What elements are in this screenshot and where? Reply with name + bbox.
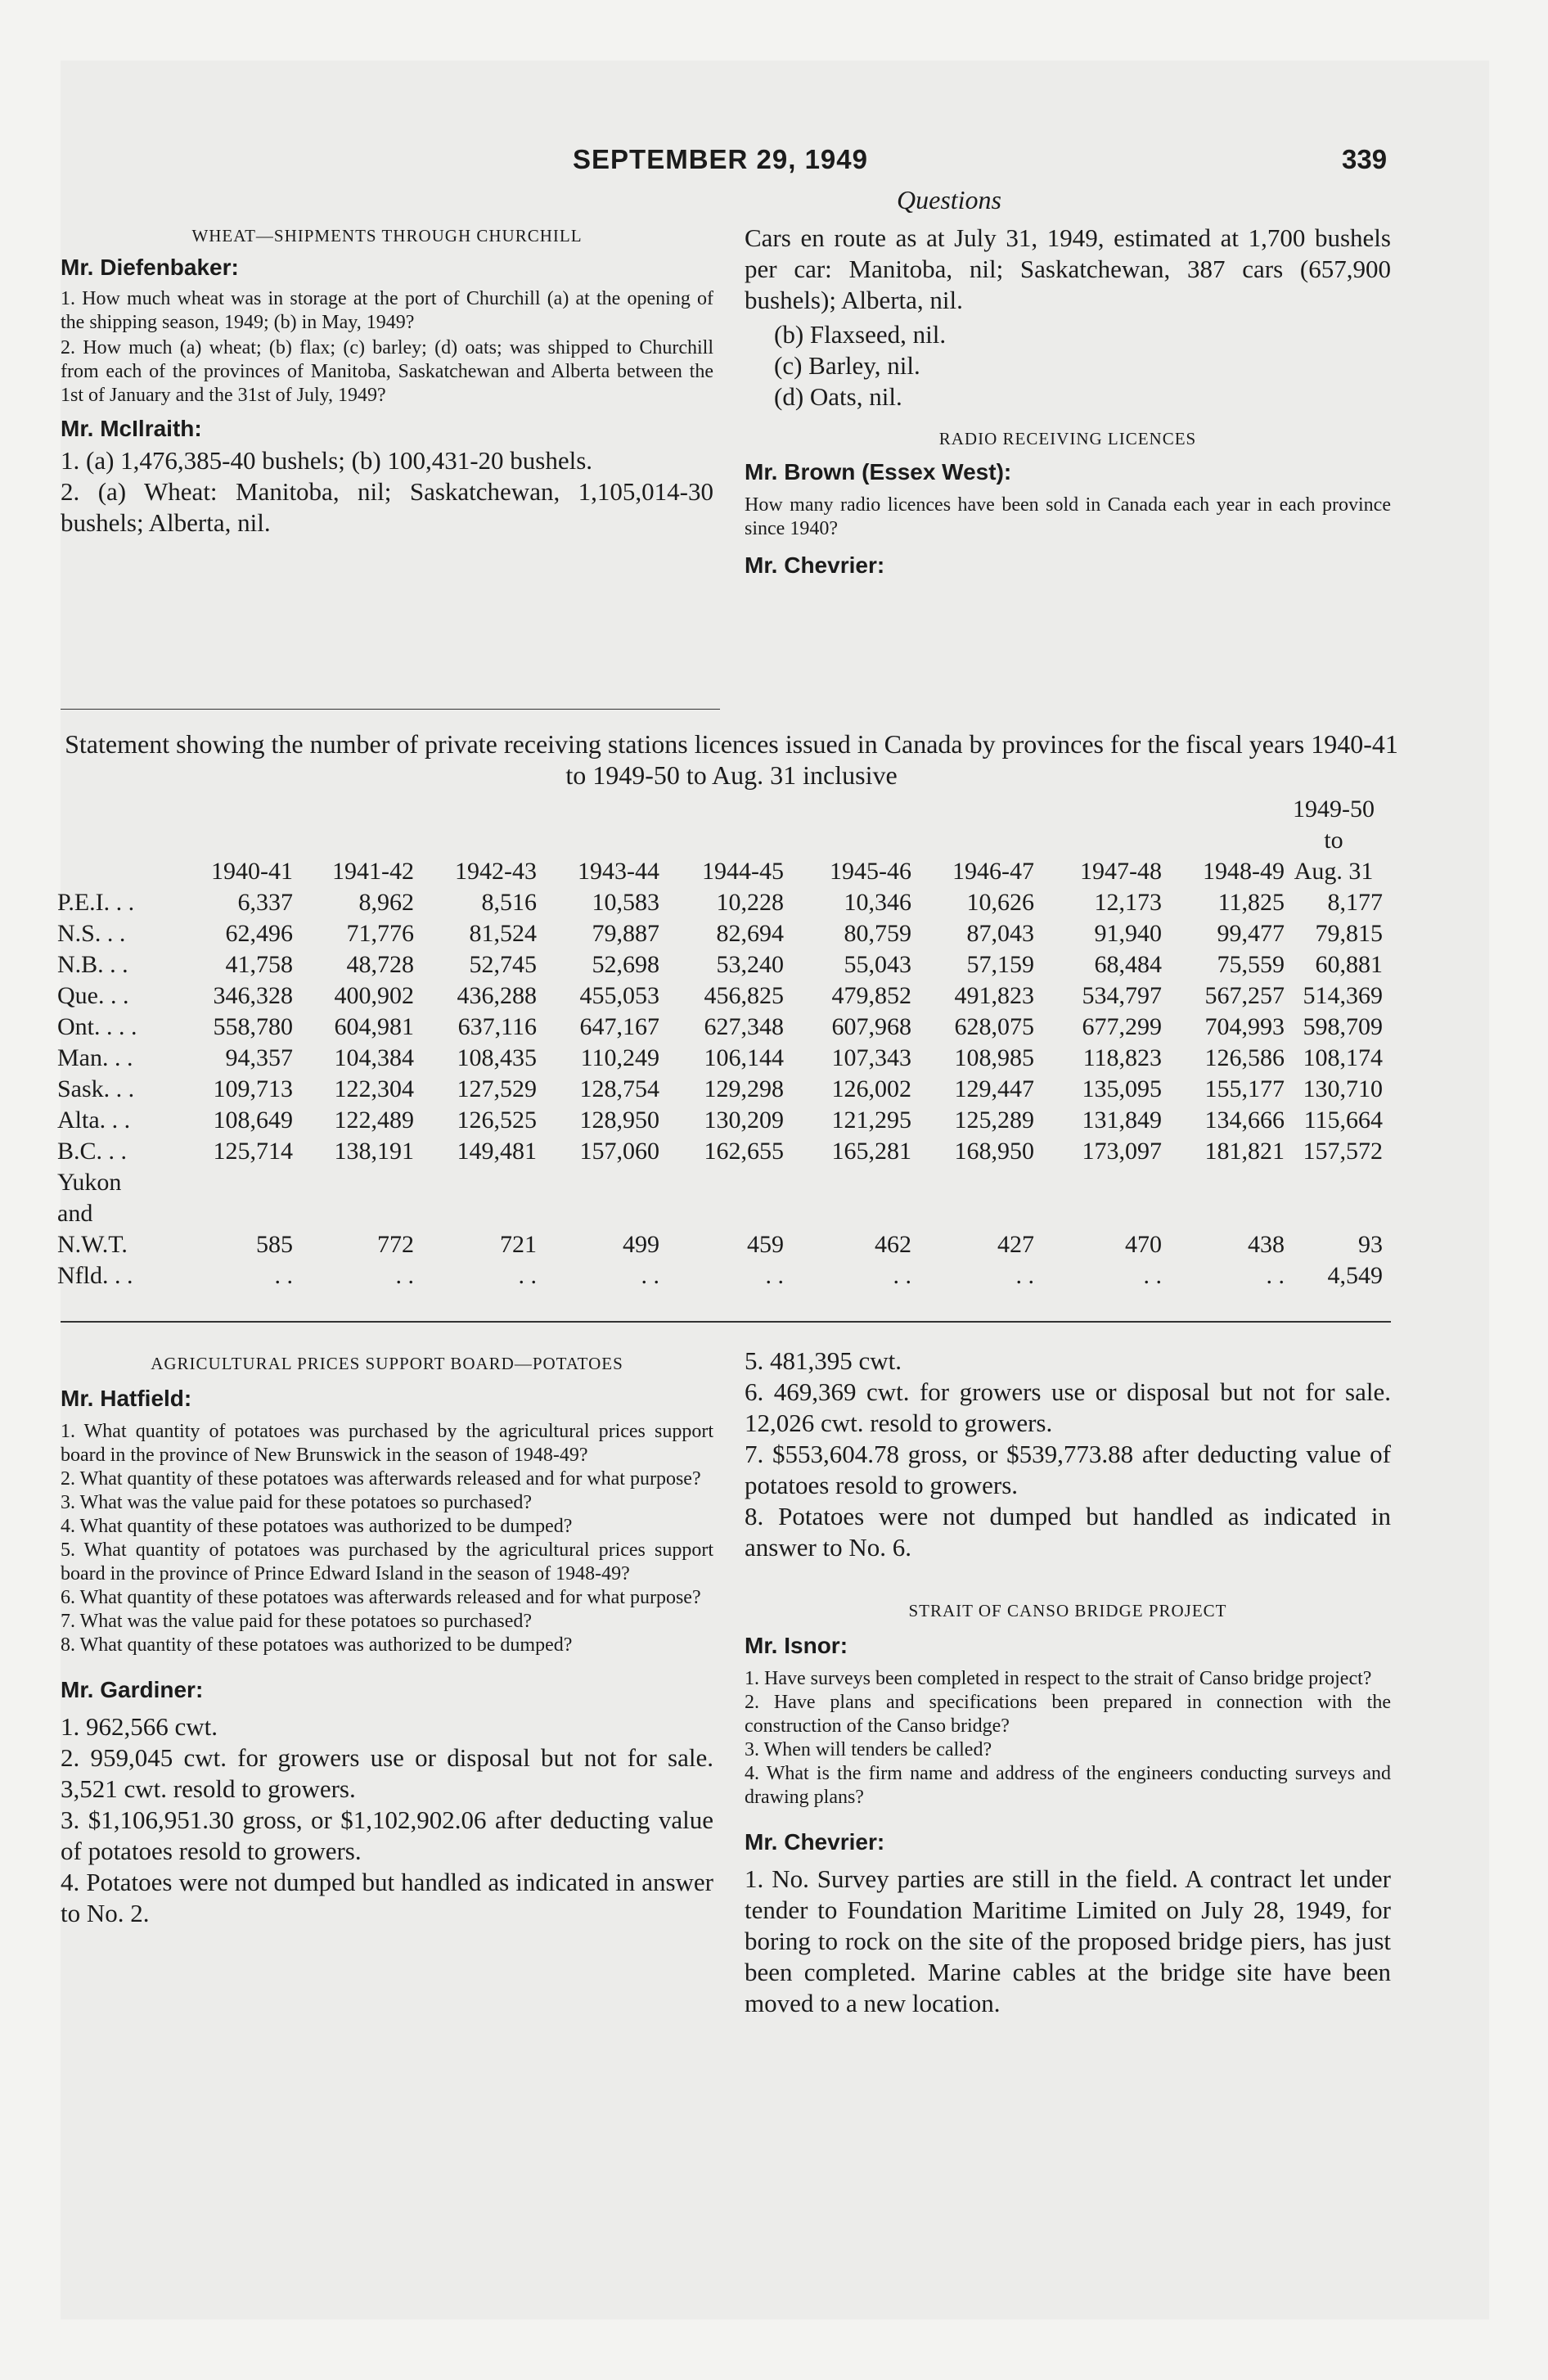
table-cell: 598,709 <box>1303 1013 1383 1040</box>
table-row <box>57 1043 1383 1074</box>
question-4: 4. What is the firm name and address of the engineers conducting surveys and drawing plans? <box>745 1763 1391 1808</box>
table-row <box>57 887 1383 918</box>
row-label: N.S. . . <box>57 920 126 947</box>
table-cell: 438 <box>1248 1231 1285 1258</box>
speaker-name: Mr. Diefenbaker: <box>61 255 239 280</box>
table-cell: 108,985 <box>954 1044 1034 1071</box>
page-number: 339 <box>1342 144 1388 174</box>
table-cell: 514,369 <box>1303 982 1383 1009</box>
table-cell: 647,167 <box>579 1013 659 1040</box>
table-cell: 48,728 <box>346 951 414 978</box>
row-label: N.W.T. <box>57 1231 128 1258</box>
table-cell: 772 <box>377 1231 414 1258</box>
table-cell <box>293 1198 414 1229</box>
section-heading: STRAIT OF CANSO BRIDGE PROJECT <box>908 1601 1227 1620</box>
table-cell <box>1034 1167 1162 1198</box>
table-cell: 721 <box>500 1231 537 1258</box>
answer-1: 1. (a) 1,476,385-40 bushels; (b) 100,431-20 bushels. <box>61 446 593 475</box>
table-cell: 99,477 <box>1217 920 1285 947</box>
answer-7: 7. $553,604.78 gross, or $539,773.88 after deducting value of potatoes resold to growers. <box>745 1440 1391 1499</box>
row-label: B.C. . . <box>57 1138 128 1165</box>
table-cell <box>180 1198 293 1229</box>
question-2: 2. What quantity of these potatoes was afterwards released and for what purpose? <box>61 1468 701 1490</box>
table-cell: 82,694 <box>716 920 784 947</box>
table-cell <box>1285 1198 1383 1229</box>
table-cell: 52,745 <box>469 951 537 978</box>
table-cell: 125,714 <box>213 1138 293 1165</box>
column-header: 1946-47 <box>952 858 1034 885</box>
answer-5: 5. 481,395 cwt. <box>745 1346 902 1375</box>
table-row <box>57 1167 1383 1198</box>
section-heading: RADIO RECEIVING LICENCES <box>938 429 1197 449</box>
table-cell: 567,257 <box>1204 982 1285 1009</box>
table-cell: 627,348 <box>704 1013 784 1040</box>
table-cell: 129,298 <box>704 1075 784 1102</box>
table-cell: 125,289 <box>954 1107 1034 1134</box>
table-cell: 80,759 <box>844 920 911 947</box>
speaker-name: Mr. Hatfield: <box>61 1386 192 1411</box>
table-row <box>57 1105 1383 1136</box>
speaker-name: Mr. Chevrier: <box>745 1829 885 1855</box>
table-cell: 52,698 <box>592 951 659 978</box>
table-cell: 57,159 <box>966 951 1034 978</box>
table-row <box>57 1229 1383 1260</box>
table-cell: 104,384 <box>334 1044 414 1071</box>
table-cell: 134,666 <box>1204 1107 1285 1134</box>
speaker-name: Mr. Isnor: <box>745 1633 848 1658</box>
table-cell: 400,902 <box>334 982 414 1009</box>
table-cell: . . <box>641 1262 659 1289</box>
table-cell: 12,173 <box>1094 889 1162 916</box>
table-cell: 157,572 <box>1303 1138 1383 1165</box>
table-header-row-top <box>57 825 1383 856</box>
table-cell: 162,655 <box>704 1138 784 1165</box>
row-label: Nfld. . . <box>57 1262 133 1289</box>
question-6: 6. What quantity of these potatoes was afterwards released and for what purpose? <box>61 1587 701 1608</box>
table-cell <box>1285 1167 1383 1198</box>
table-cell: 11,825 <box>1217 889 1285 916</box>
table-cell: 75,559 <box>1217 951 1285 978</box>
table-cell: 122,489 <box>334 1107 414 1134</box>
divider-line <box>61 709 720 710</box>
table-row <box>57 1198 1383 1229</box>
table-cell: 704,993 <box>1204 1013 1285 1040</box>
speaker-name: Mr. Brown (Essex West): <box>745 459 1012 485</box>
table-cell: 10,626 <box>966 889 1034 916</box>
table-cell: . . <box>893 1262 911 1289</box>
table-cell: 628,075 <box>954 1013 1034 1040</box>
table-cell: 118,823 <box>1082 1044 1162 1071</box>
answer-2: 2. (a) Wheat: Manitoba, nil; Saskatchewan, 1,105,014-30 bushels; Alberta, nil. <box>61 477 713 537</box>
table-cell: 10,346 <box>844 889 911 916</box>
table-cell: 462 <box>875 1231 911 1258</box>
statement-caption: Statement showing the number of private receiving stations licences issued in Canada by provinces for the fiscal years 1940-41 to 1949-50 to Aug. 31 inclusive <box>65 729 1398 790</box>
licences-table <box>57 794 1383 1291</box>
section-heading: AGRICULTURAL PRICES SUPPORT BOARD—POTATOES <box>151 1354 623 1373</box>
question-1: 1. What quantity of potatoes was purchased by the agricultural prices support board in the province of New Brunswick in the season of 1948-49? <box>61 1421 713 1466</box>
table-cell: 126,525 <box>457 1107 537 1134</box>
table-cell: 677,299 <box>1082 1013 1162 1040</box>
table-row <box>57 918 1383 949</box>
speaker-name: Mr. McIlraith: <box>61 416 202 441</box>
table-cell: 128,754 <box>579 1075 659 1102</box>
table-cell: 346,328 <box>213 982 293 1009</box>
answer-2: 2. 959,045 cwt. for growers use or disposal but not for sale. 3,521 cwt. resold to growers. <box>61 1743 713 1803</box>
table-cell: 456,825 <box>704 982 784 1009</box>
column-header: Aug. 31 <box>1294 858 1374 885</box>
table-cell: 127,529 <box>457 1075 537 1102</box>
row-label: Ont. . . . <box>57 1013 137 1040</box>
table-cell: 121,295 <box>831 1107 911 1134</box>
question-1: 1. How much wheat was in storage at the port of Churchill (a) at the opening of the shipping season, 1949; (b) in May, 1949? <box>61 288 713 333</box>
table-cell: 6,337 <box>237 889 293 916</box>
table-row <box>57 949 1383 980</box>
table-cell: 10,228 <box>716 889 784 916</box>
table-cell: 4,549 <box>1327 1262 1383 1289</box>
table-cell: 41,758 <box>225 951 293 978</box>
column-header: 1945-46 <box>830 858 911 885</box>
table-cell: 68,484 <box>1094 951 1162 978</box>
table-cell: 108,174 <box>1303 1044 1383 1071</box>
table-cell: 106,144 <box>704 1044 784 1071</box>
table-cell <box>659 1198 784 1229</box>
radio-licences-section <box>745 223 1391 579</box>
column-header: 1943-44 <box>578 858 659 885</box>
table-cell: . . <box>1266 1262 1285 1289</box>
table-cell: 126,586 <box>1204 1044 1285 1071</box>
question-5: 5. What quantity of potatoes was purchased by the agricultural prices support board in the province of Prince Edward Island in the season of 1948-49? <box>61 1539 713 1584</box>
table-cell: 130,209 <box>704 1107 784 1134</box>
question-3: 3. When will tenders be called? <box>745 1739 992 1760</box>
table-cell: 10,583 <box>592 889 659 916</box>
answer-4: 4. Potatoes were not dumped but handled as indicated in answer to No. 2. <box>61 1868 713 1927</box>
table-cell: 558,780 <box>213 1013 293 1040</box>
column-header-line: to <box>1324 827 1343 854</box>
table-cell: . . <box>765 1262 784 1289</box>
answer-1: 1. 962,566 cwt. <box>61 1712 218 1741</box>
table-cell: 165,281 <box>831 1138 911 1165</box>
radio-question: How many radio licences have been sold in Canada each year in each province since 1940? <box>745 494 1391 539</box>
question-4: 4. What quantity of these potatoes was authorized to be dumped? <box>61 1516 573 1537</box>
table-cell: 534,797 <box>1082 982 1162 1009</box>
table-cell: 181,821 <box>1204 1138 1285 1165</box>
row-label: Que. . . <box>57 982 129 1009</box>
row-label: Sask. . . <box>57 1075 135 1102</box>
table-cell: 637,116 <box>457 1013 537 1040</box>
table-cell <box>537 1198 659 1229</box>
table-cell: 135,095 <box>1082 1075 1162 1102</box>
table-cell <box>659 1167 784 1198</box>
answer-1: 1. No. Survey parties are still in the field. A contract let under tender to Foundation Maritime Limited on July 28, 1949, for boring to rock on the site of the proposed bridge piers, has just been completed. Marine cables at the bridge site have been moved to a new location. <box>745 1864 1391 2017</box>
table-cell <box>911 1198 1034 1229</box>
table-cell: 157,060 <box>579 1138 659 1165</box>
table-row <box>57 1136 1383 1167</box>
potatoes-section <box>61 1354 713 1929</box>
column-header: 1947-48 <box>1080 858 1162 885</box>
table-row <box>57 1074 1383 1105</box>
question-8: 8. What quantity of these potatoes was authorized to be dumped? <box>61 1634 573 1656</box>
table-cell: 81,524 <box>469 920 537 947</box>
answer-3: 3. $1,106,951.30 gross, or $1,102,902.06 after deducting value of potatoes resold to growers. <box>61 1805 713 1865</box>
question-2: 2. Have plans and specifications been prepared in connection with the construction of the Canso bridge? <box>745 1692 1391 1737</box>
table-cell: 126,002 <box>831 1075 911 1102</box>
table-cell: 436,288 <box>457 982 537 1009</box>
table-cell: 53,240 <box>716 951 784 978</box>
table-cell: 129,447 <box>954 1075 1034 1102</box>
answer-b: (b) Flaxseed, nil. <box>774 320 947 349</box>
table-row <box>57 980 1383 1012</box>
column-header-line: 1949-50 <box>1293 796 1375 823</box>
table-cell: . . <box>395 1262 414 1289</box>
table-cell: . . <box>274 1262 293 1289</box>
table-cell: 62,496 <box>225 920 293 947</box>
table-cell: 109,713 <box>213 1075 293 1102</box>
cars-en-route-paragraph: Cars en route as at July 31, 1949, estimated at 1,700 bushels per car: Manitoba, nil; Saskatchewan, 387 cars (657,900 bushels); Alberta, nil. <box>745 223 1391 314</box>
table-cell: 499 <box>623 1231 659 1258</box>
table-cell <box>537 1167 659 1198</box>
answer-c: (c) Barley, nil. <box>774 351 920 380</box>
table-cell: 427 <box>997 1231 1034 1258</box>
divider-line <box>61 1321 1391 1323</box>
table-cell <box>1034 1198 1162 1229</box>
table-cell: 459 <box>747 1231 784 1258</box>
table-cell: 173,097 <box>1082 1138 1162 1165</box>
row-label: and <box>57 1200 93 1227</box>
table-cell <box>180 1167 293 1198</box>
wheat-question-section <box>61 226 713 539</box>
table-cell: 108,649 <box>213 1107 293 1134</box>
table-cell <box>293 1167 414 1198</box>
table-cell: 604,981 <box>334 1013 414 1040</box>
table-cell <box>911 1167 1034 1198</box>
column-header: 1948-49 <box>1203 858 1285 885</box>
table-cell <box>1162 1167 1285 1198</box>
table-cell: 79,887 <box>592 920 659 947</box>
answer-8: 8. Potatoes were not dumped but handled as indicated in answer to No. 6. <box>745 1502 1391 1562</box>
table-cell: 149,481 <box>457 1138 537 1165</box>
table-cell: 93 <box>1358 1231 1383 1258</box>
table-cell: 479,852 <box>831 982 911 1009</box>
section-heading: WHEAT—SHIPMENTS THROUGH CHURCHILL <box>191 226 583 246</box>
table-cell: 107,343 <box>831 1044 911 1071</box>
speaker-name: Mr. Gardiner: <box>61 1677 204 1702</box>
table-cell: 131,849 <box>1082 1107 1162 1134</box>
section-title: Questions <box>897 185 1001 214</box>
table-cell: 79,815 <box>1315 920 1383 947</box>
table-cell: 110,249 <box>580 1044 659 1071</box>
table-row <box>57 1012 1383 1043</box>
question-3: 3. What was the value paid for these potatoes so purchased? <box>61 1492 533 1513</box>
column-header: 1942-43 <box>455 858 537 885</box>
table-cell <box>414 1198 537 1229</box>
table-header-row-top <box>57 794 1383 825</box>
table-cell: 138,191 <box>334 1138 414 1165</box>
table-cell: 71,776 <box>346 920 414 947</box>
question-1: 1. Have surveys been completed in respect to the strait of Canso bridge project? <box>745 1668 1372 1689</box>
table-cell <box>1162 1198 1285 1229</box>
page-date: SEPTEMBER 29, 1949 <box>573 144 868 174</box>
table-cell <box>414 1167 537 1198</box>
table-row <box>57 1260 1383 1291</box>
table-cell <box>784 1167 911 1198</box>
table-cell: . . <box>1015 1262 1034 1289</box>
table-cell: 8,962 <box>358 889 414 916</box>
table-cell <box>784 1198 911 1229</box>
table-cell: 55,043 <box>844 951 911 978</box>
table-cell: 87,043 <box>966 920 1034 947</box>
table-cell: . . <box>1143 1262 1162 1289</box>
table-cell: 108,435 <box>457 1044 537 1071</box>
table-cell: 455,053 <box>579 982 659 1009</box>
row-label: Yukon <box>57 1169 122 1196</box>
table-cell: 8,516 <box>481 889 537 916</box>
table-body <box>57 887 1383 1291</box>
question-7: 7. What was the value paid for these potatoes so purchased? <box>61 1611 533 1632</box>
table-cell: 122,304 <box>334 1075 414 1102</box>
canso-bridge-section <box>745 1346 1391 2019</box>
table-cell: 470 <box>1125 1231 1162 1258</box>
table-cell: 168,950 <box>954 1138 1034 1165</box>
table-cell: . . <box>518 1262 537 1289</box>
row-label-header <box>57 856 180 887</box>
column-header: 1944-45 <box>702 858 784 885</box>
table-cell: 115,664 <box>1303 1107 1383 1134</box>
table-cell: 60,881 <box>1315 951 1383 978</box>
row-label: Man. . . <box>57 1044 133 1071</box>
table-cell: 585 <box>256 1231 293 1258</box>
row-label: N.B. . . <box>57 951 128 978</box>
table-cell: 130,710 <box>1303 1075 1383 1102</box>
answer-6: 6. 469,369 cwt. for growers use or disposal but not for sale. 12,026 cwt. resold to growers. <box>745 1377 1391 1437</box>
column-header: 1941-42 <box>332 858 414 885</box>
table-cell: 94,357 <box>225 1044 293 1071</box>
question-2: 2. How much (a) wheat; (b) flax; (c) barley; (d) oats; was shipped to Churchill from each of the provinces of Manitoba, Saskatchewan and Alberta between the 1st of January and the 31st of July, 1949? <box>61 337 713 406</box>
table-cell: 128,950 <box>579 1107 659 1134</box>
speaker-name: Mr. Chevrier: <box>745 552 885 578</box>
answer-d: (d) Oats, nil. <box>774 382 902 411</box>
row-label: P.E.I. . . <box>57 889 135 916</box>
table-cell: 607,968 <box>831 1013 911 1040</box>
column-header: 1940-41 <box>211 858 293 885</box>
table-cell: 155,177 <box>1204 1075 1285 1102</box>
table-cell: 91,940 <box>1094 920 1162 947</box>
table-cell: 8,177 <box>1327 889 1383 916</box>
row-label: Alta. . . <box>57 1107 131 1134</box>
table-cell: 491,823 <box>954 982 1034 1009</box>
table-header-row <box>57 856 1383 887</box>
